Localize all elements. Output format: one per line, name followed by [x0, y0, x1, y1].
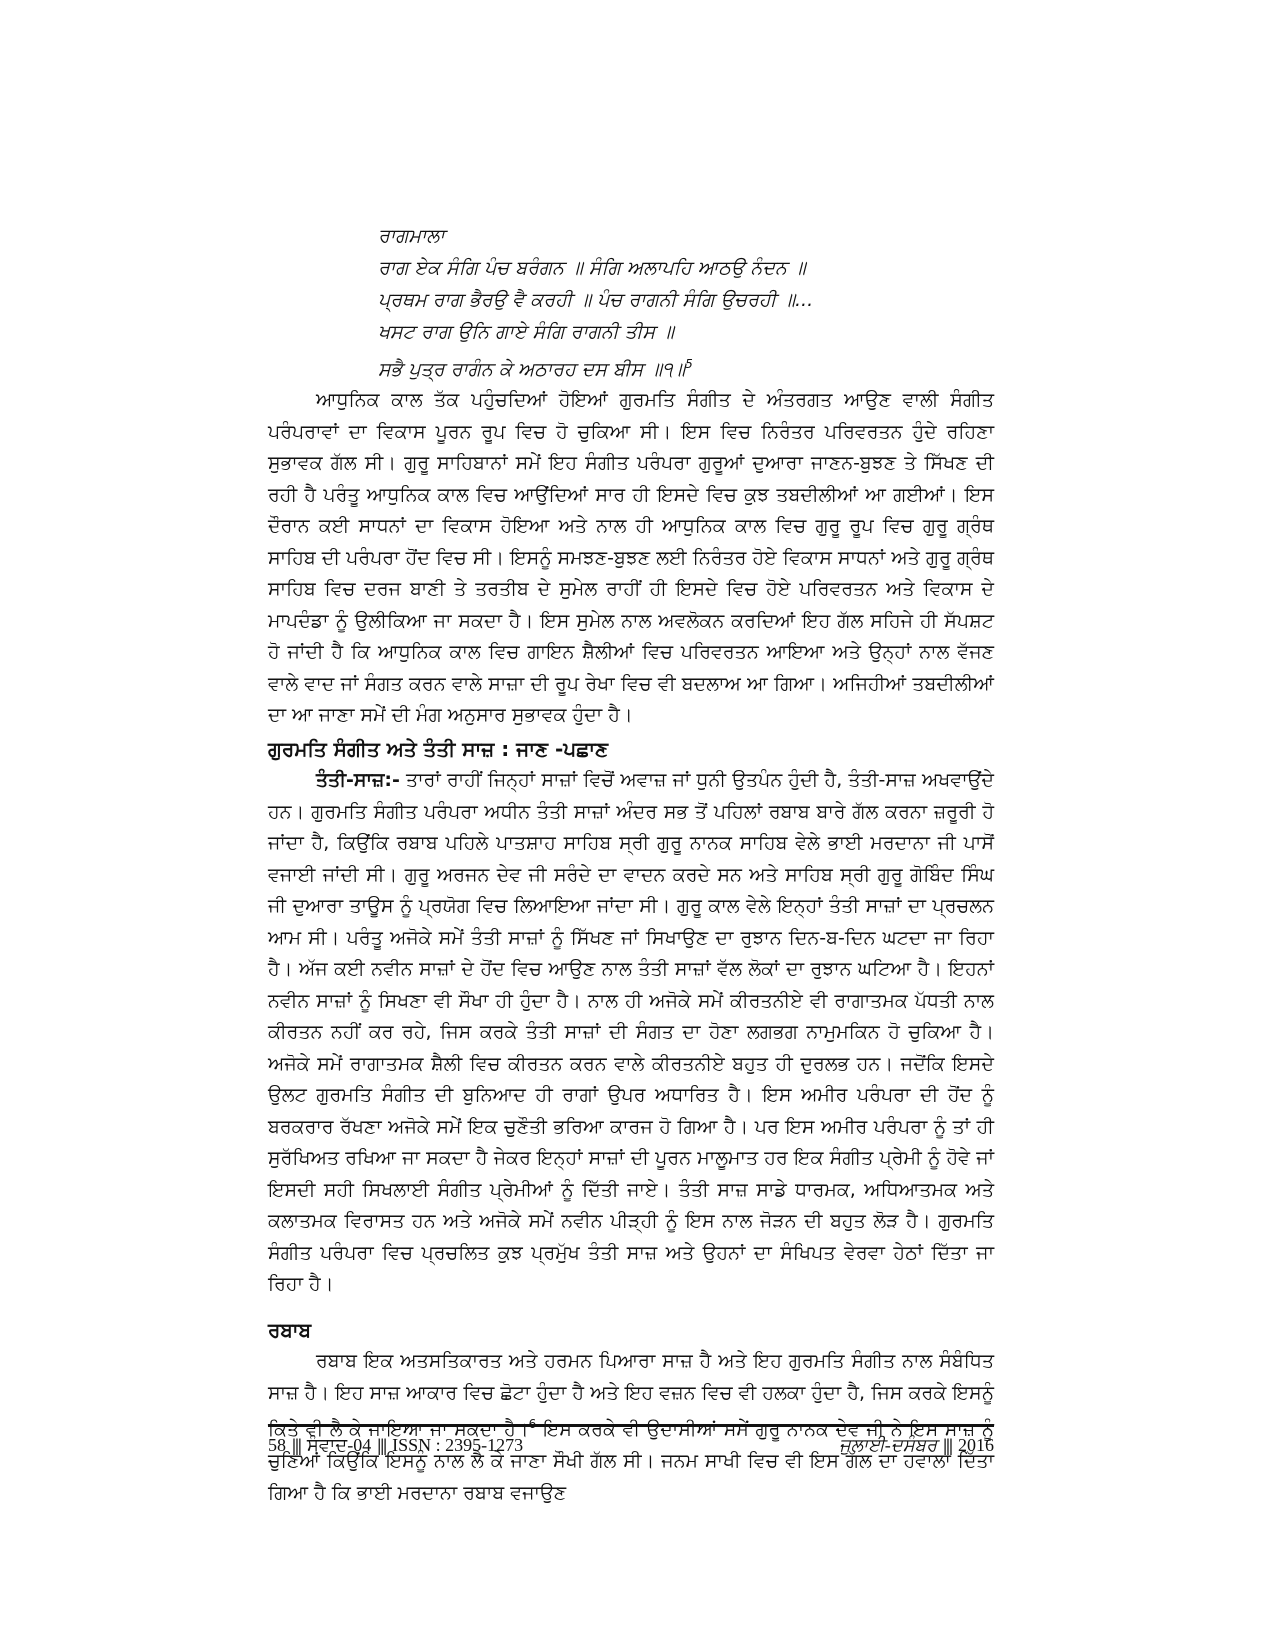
quoted-verse	[378, 220, 994, 385]
article-body	[268, 220, 994, 1509]
paragraph-text: ਆਧੁਨਿਕ ਕਾਲ ਤੱਕ ਪਹੁੰਚਦਿਆਂ ਹੋਇਆਂ ਗੁਰਮਤਿ ਸੰਗੀਤ ਦੇ ਅੰਤਰਗਤ ਆਉਣ ਵਾਲੀ ਸੰਗੀਤ ਪਰੰਪਰਾਵਾਂ ਦਾ ਵਿਕਾਸ ਪੂਰਨ ਰੂਪ ਵਿਚ ਹੋ ਚੁਕਿਆ ਸੀ। ਇਸ ਵਿਚ ਨਿਰੰਤਰ ਪਰਿਵਰਤਨ ਹੁੰਦੇ ਰਹਿਣਾ ਸੁਭਾਵਕ ਗੱਲ ਸੀ। ਗੁਰੂ ਸਾਹਿਬਾਨਾਂ ਸਮੇਂ ਇਹ ਸੰਗੀਤ ਪਰੰਪਰਾ ਗੁਰੂਆਂ ਦੁਆਰਾ ਜਾਣਨ-ਬੁਝਣ ਤੇ ਸਿੱਖਣ ਦੀ ਰਹੀ ਹੈ ਪਰੰਤੂ ਆਧੁਨਿਕ ਕਾਲ ਵਿਚ ਆਉਂਦਿਆਂ ਸਾਰ ਹੀ ਇਸਦੇ ਵਿਚ ਕੁਝ ਤਬਦੀਲੀਆਂ ਆ ਗਈਆਂ। ਇਸ ਦੌਰਾਨ ਕਈ ਸਾਧਨਾਂ ਦਾ ਵਿਕਾਸ ਹੋਇਆ ਅਤੇ ਨਾਲ ਹੀ ਆਧੁਨਿਕ ਕਾਲ ਵਿਚ ਗੁਰੂ ਰੂਪ ਵਿਚ ਗੁਰੂ ਗ੍ਰੰਥ ਸਾਹਿਬ ਦੀ ਪਰੰਪਰਾ ਹੋਂਦ ਵਿਚ ਸੀ। ਇਸਨੂੰ ਸਮਝਣ-ਬੁਝਣ ਲਈ ਨਿਰੰਤਰ ਹੋਏ ਵਿਕਾਸ ਸਾਧਨਾਂ ਅਤੇ ਗੁਰੂ ਗ੍ਰੰਥ ਸਾਹਿਬ ਵਿਚ ਦਰਜ ਬਾਣੀ ਤੇ ਤਰਤੀਬ ਦੇ ਸੁਮੇਲ ਰਾਹੀਂ ਹੀ ਇਸਦੇ ਵਿਚ ਹੋਏ ਪਰਿਵਰਤਨ ਅਤੇ ਵਿਕਾਸ ਦੇ ਮਾਪਦੰਡਾ ਨੂੰ ਉਲੀਕਿਆ ਜਾ ਸਕਦਾ ਹੈ। ਇਸ ਸੁਮੇਲ ਨਾਲ ਅਵਲੋਕਨ ਕਰਦਿਆਂ ਇਹ ਗੱਲ ਸਹਿਜੇ ਹੀ ਸੱਪਸ਼ਟ ਹੋ ਜਾਂਦੀ ਹੈ ਕਿ ਆਧੁਨਿਕ ਕਾਲ ਵਿਚ ਗਾਇਨ ਸ਼ੈਲੀਆਂ ਵਿਚ ਪਰਿਵਰਤਨ ਆਇਆ ਅਤੇ ਉਨ੍ਹਾਂ ਨਾਲ ਵੱਜਣ ਵਾਲੇ ਵਾਦ ਜਾਂ ਸੰਗਤ ਕਰਨ ਵਾਲੇ ਸਾਜ਼ਾ ਦੀ ਰੂਪ ਰੇਖਾ ਵਿਚ ਵੀ ਬਦਲਾਅ ਆ ਗਿਆ। ਅਜਿਹੀਆਂ ਤਬਦੀਲੀਆਂ ਦਾ ਆ ਜਾਣਾ ਸਮੇਂ ਦੀ ਮੰਗ ਅਨੁਸਾਰ ਸੁਭਾਵਕ ਹੁੰਦਾ ਹੈ।	[268, 389, 994, 727]
verse-line: ਪ੍ਰਥਮ ਰਾਗ ਭੈਰਉ ਵੈ ਕਰਹੀ ॥ ਪੰਚ ਰਾਗਨੀ ਸੰਗਿ ਉਚਰਹੀ ॥...	[378, 289, 814, 311]
footnote-marker: 6	[528, 1417, 537, 1432]
journal-name: ਸੰਵਾਦ-04	[306, 1435, 372, 1455]
section-heading: ਗੁਰਮਤਿ ਸੰਗੀਤ ਅਤੇ ਤੰਤੀ ਸਾਜ਼ : ਜਾਣ -ਪਛਾਣ	[268, 736, 609, 761]
page-number: 58	[268, 1435, 286, 1455]
paragraph-text: ਇਸ ਕਰਕੇ ਵੀ ਉਦਾਸੀਆਂ ਸਮੇਂ ਗੁਰੂ ਨਾਨਕ ਦੇਵ ਜੀ ਨੇ ਇਸ ਸਾਜ਼ ਨੂੰ ਚੁਣਿਆਂ ਕਿਉਂਕਿ ਇਸਨੂੰ ਨਾਲ ਲੈ ਕੇ ਜਾਣਾ ਸੌਖੀ ਗੱਲ ਸੀ। ਜਨਮ ਸਾਖੀ ਵਿਚ ਵੀ ਇਸ ਗੱਲ ਦਾ ਹਵਾਲਾ ਦਿੱਤਾ ਗਿਆ ਹੈ ਕਿ ਭਾਈ ਮਰਦਾਨਾ ਰਬਾਬ ਵਜਾਉਣ	[268, 1418, 994, 1504]
issue-months: ਜੁਲਾਈ-ਦਸੰਬਰ	[839, 1435, 938, 1455]
section-heading: ਰਬਾਬ	[268, 1317, 312, 1342]
verse-line: ਖਸਟ ਰਾਗ ਉਨਿ ਗਾਏ ਸੰਗਿ ਰਾਗਨੀ ਤੀਸ ॥	[378, 321, 674, 343]
issue-year: 2016	[958, 1435, 994, 1455]
issn: ISSN : 2395-1273	[392, 1435, 524, 1455]
paragraph	[268, 385, 994, 732]
verse-line-text: ਸਭੈ ਪੁਤ੍ਰ ਰਾਗੰਨ ਕੇ ਅਠਾਰਹ ਦਸ ਬੀਸ ॥੧॥	[378, 358, 686, 381]
defined-term: ਤੰਤੀ-ਸਾਜ਼:-	[316, 769, 400, 792]
page-footer	[268, 1424, 994, 1457]
separator-icon: |||	[292, 1435, 301, 1455]
verse-line: ਰਾਗ ਏਕ ਸੰਗਿ ਪੰਚ ਬਰੰਗਨ ॥ ਸੰਗਿ ਅਲਾਪਹਿ ਆਠਉ ਨੰਦਨ ॥	[378, 257, 806, 279]
footer-right	[839, 1435, 994, 1456]
separator-icon: |||	[377, 1435, 387, 1455]
verse-title: ਰਾਗਮਾਲਾ	[378, 225, 445, 247]
separator-icon: |||	[943, 1435, 952, 1455]
paragraph	[268, 765, 994, 1301]
verse-line	[378, 348, 994, 385]
footer-left	[268, 1435, 523, 1456]
footnote-marker: 5	[685, 357, 693, 371]
paragraph-text: ਤਾਰਾਂ ਰਾਹੀਂ ਜਿਨ੍ਹਾਂ ਸਾਜ਼ਾਂ ਵਿਚੋਂ ਅਵਾਜ਼ ਜਾਂ ਧੁਨੀ ਉਤਪੰਨ ਹੁੰਦੀ ਹੈ, ਤੰਤੀ-ਸਾਜ਼ ਅਖਵਾਉਂਦੇ ਹਨ। ਗੁਰਮਤਿ ਸੰਗੀਤ ਪਰੰਪਰਾ ਅਧੀਨ ਤੰਤੀ ਸਾਜ਼ਾਂ ਅੰਦਰ ਸਭ ਤੋਂ ਪਹਿਲਾਂ ਰਬਾਬ ਬਾਰੇ ਗੱਲ ਕਰਨਾ ਜ਼ਰੂਰੀ ਹੋ ਜਾਂਦਾ ਹੈ, ਕਿਉਂਕਿ ਰਬਾਬ ਪਹਿਲੇ ਪਾਤਸ਼ਾਹ ਸਾਹਿਬ ਸ੍ਰੀ ਗੁਰੂ ਨਾਨਕ ਸਾਹਿਬ ਵੇਲੇ ਭਾਈ ਮਰਦਾਨਾ ਜੀ ਪਾਸੋਂ ਵਜਾਈ ਜਾਂਦੀ ਸੀ। ਗੁਰੂ ਅਰਜਨ ਦੇਵ ਜੀ ਸਰੰਦੇ ਦਾ ਵਾਦਨ ਕਰਦੇ ਸਨ ਅਤੇ ਸਾਹਿਬ ਸ੍ਰੀ ਗੁਰੂ ਗੋਬਿੰਦ ਸਿੰਘ ਜੀ ਦੁਆਰਾ ਤਾਊਸ ਨੂੰ ਪ੍ਰਯੋਗ ਵਿਚ ਲਿਆਇਆ ਜਾਂਦਾ ਸੀ। ਗੁਰੂ ਕਾਲ ਵੇਲੇ ਇਨ੍ਹਾਂ ਤੰਤੀ ਸਾਜ਼ਾਂ ਦਾ ਪ੍ਰਚਲਨ ਆਮ ਸੀ। ਪਰੰਤੂ ਅਜੋਕੇ ਸਮੇਂ ਤੰਤੀ ਸਾਜ਼ਾਂ ਨੂੰ ਸਿੱਖਣ ਜਾਂ ਸਿਖਾਉਣ ਦਾ ਰੁਝਾਨ ਦਿਨ-ਬ-ਦਿਨ ਘਟਦਾ ਜਾ ਰਿਹਾ ਹੈ। ਅੱਜ ਕਈ ਨਵੀਨ ਸਾਜ਼ਾਂ ਦੇ ਹੋਂਦ ਵਿਚ ਆਉਣ ਨਾਲ ਤੰਤੀ ਸਾਜ਼ਾਂ ਵੱਲ ਲੋਕਾਂ ਦਾ ਰੁਝਾਨ ਘਟਿਆ ਹੈ। ਇਹਨਾਂ ਨਵੀਨ ਸਾਜ਼ਾਂ ਨੂੰ ਸਿਖਣਾ ਵੀ ਸੌਖਾ ਹੀ ਹੁੰਦਾ ਹੈ। ਨਾਲ ਹੀ ਅਜੋਕੇ ਸਮੇਂ ਕੀਰਤਨੀਏ ਵੀ ਰਾਗਾਤਮਕ ਪੱਧਤੀ ਨਾਲ ਕੀਰਤਨ ਨਹੀਂ ਕਰ ਰਹੇ, ਜਿਸ ਕਰਕੇ ਤੰਤੀ ਸਾਜ਼ਾਂ ਦੀ ਸੰਗਤ ਦਾ ਹੋਣਾ ਲਗਭਗ ਨਾਮੁਮਕਿਨ ਹੋ ਚੁਕਿਆ ਹੈ। ਅਜੋਕੇ ਸਮੇਂ ਰਾਗਾਤਮਕ ਸ਼ੈਲੀ ਵਿਚ ਕੀਰਤਨ ਕਰਨ ਵਾਲੇ ਕੀਰਤਨੀਏ ਬਹੁਤ ਹੀ ਦੁਰਲਭ ਹਨ। ਜਦੋਂਕਿ ਇਸਦੇ ਉਲਟ ਗੁਰਮਤਿ ਸੰਗੀਤ ਦੀ ਬੁਨਿਆਦ ਹੀ ਰਾਗਾਂ ਉਪਰ ਅਧਾਰਿਤ ਹੈ। ਇਸ ਅਮੀਰ ਪਰੰਪਰਾ ਦੀ ਹੋਂਦ ਨੂੰ ਬਰਕਰਾਰ ਰੱਖਣਾ ਅਜੋਕੇ ਸਮੇਂ ਇਕ ਚੁਣੌਤੀ ਭਰਿਆ ਕਾਰਜ ਹੋ ਗਿਆ ਹੈ। ਪਰ ਇਸ ਅਮੀਰ ਪਰੰਪਰਾ ਨੂੰ ਤਾਂ ਹੀ ਸੁਰੱਖਿਅਤ ਰਖਿਆ ਜਾ ਸਕਦਾ ਹੈ ਜੇਕਰ ਇਨ੍ਹਾਂ ਸਾਜ਼ਾਂ ਦੀ ਪੂਰਨ ਮਾਲੂਮਾਤ ਹਰ ਇਕ ਸੰਗੀਤ ਪ੍ਰੇਮੀ ਨੂੰ ਹੋਵੇ ਜਾਂ ਇਸਦੀ ਸਹੀ ਸਿਖਲਾਈ ਸੰਗੀਤ ਪ੍ਰੇਮੀਆਂ ਨੂੰ ਦਿੱਤੀ ਜਾਏ। ਤੰਤੀ ਸਾਜ਼ ਸਾਡੇ ਧਾਰਮਕ, ਅਧਿਆਤਮਕ ਅਤੇ ਕਲਾਤਮਕ ਵਿਰਾਸਤ ਹਨ ਅਤੇ ਅਜੋਕੇ ਸਮੇਂ ਨਵੀਨ ਪੀੜ੍ਹੀ ਨੂੰ ਇਸ ਨਾਲ ਜੋੜਨ ਦੀ ਬਹੁਤ ਲੋੜ ਹੈ। ਗੁਰਮਤਿ ਸੰਗੀਤ ਪਰੰਪਰਾ ਵਿਚ ਪ੍ਰਚਲਿਤ ਕੁਝ ਪ੍ਰਮੁੱਖ ਤੰਤੀ ਸਾਜ਼ ਅਤੇ ਉਹਨਾਂ ਦਾ ਸੰਖਿਪਤ ਵੇਰਵਾ ਹੇਠਾਂ ਦਿੱਤਾ ਜਾ ਰਿਹਾ ਹੈ।	[268, 769, 994, 1296]
paragraph-text: ਰਬਾਬ ਇਕ ਅਤਸਤਿਕਾਰਤ ਅਤੇ ਹਰਮਨ ਪਿਆਰਾ ਸਾਜ਼ ਹੈ ਅਤੇ ਇਹ ਗੁਰਮਤਿ ਸੰਗੀਤ ਨਾਲ ਸੰਬੰਧਿਤ ਸਾਜ਼ ਹੈ। ਇਹ ਸਾਜ਼ ਆਕਾਰ ਵਿਚ ਛੋਟਾ ਹੁੰਦਾ ਹੈ ਅਤੇ ਇਹ ਵਜ਼ਨ ਵਿਚ ਵੀ ਹਲਕਾ ਹੁੰਦਾ ਹੈ, ਜਿਸ ਕਰਕੇ ਇਸਨੂੰ ਕਿਤੇ ਵੀ ਲੈ ਕੇ ਜਾਇਆ ਜਾ ਸਕਦਾ ਹੈ।	[268, 1350, 994, 1441]
